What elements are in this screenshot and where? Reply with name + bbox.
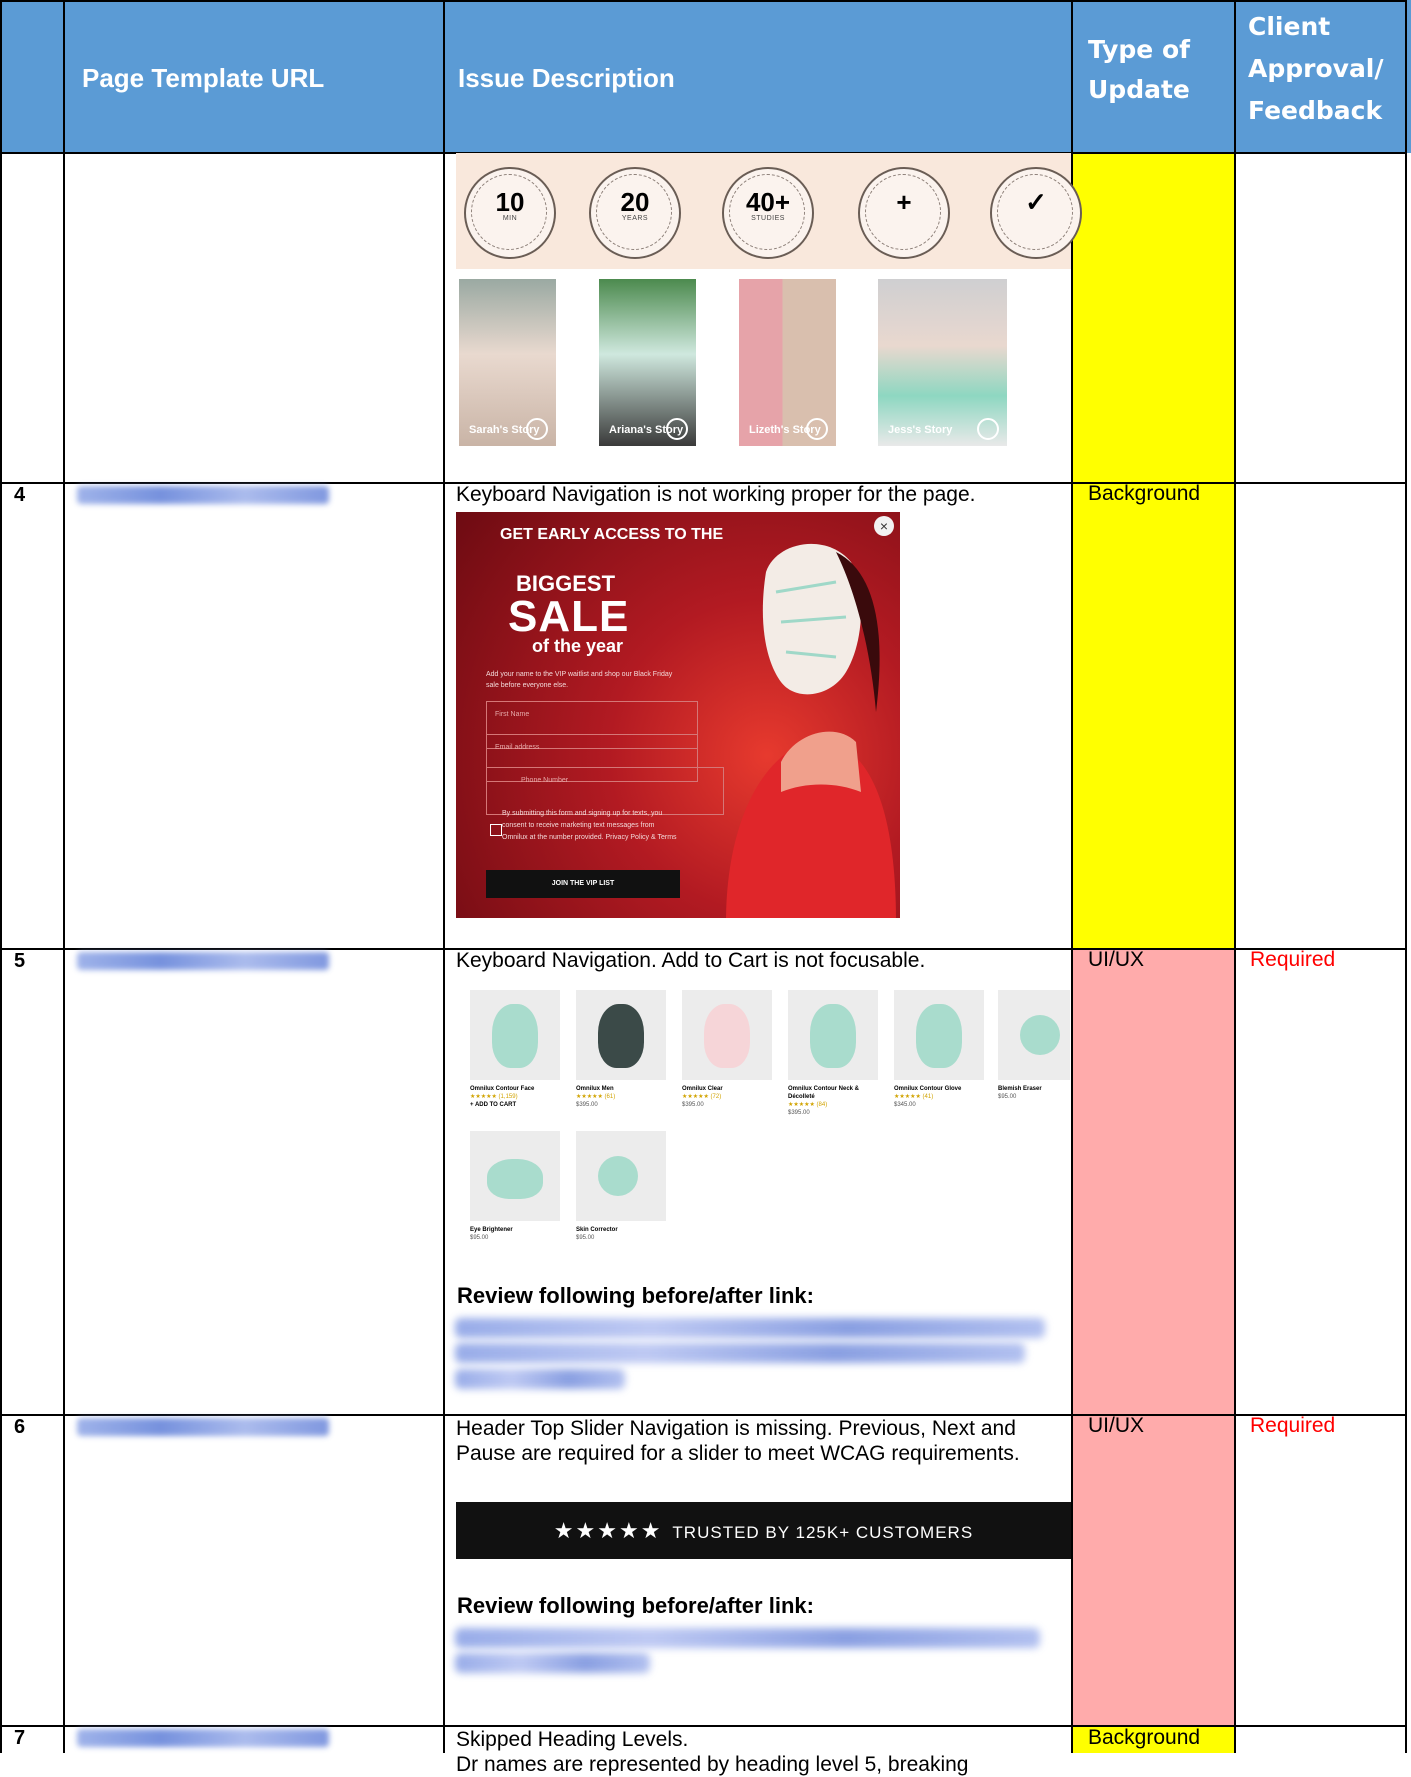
type-of-update: Background	[1088, 482, 1201, 505]
before-after-link[interactable]	[455, 1343, 1025, 1363]
header-type-of-update: Type of Update	[1088, 35, 1190, 104]
first-name-field[interactable]: First Name	[486, 701, 698, 749]
badge-40-studies: 40+ STUDIES	[722, 167, 814, 259]
type-cell-row6	[1072, 1415, 1235, 1726]
product-card[interactable]: Eye Brightener $95.00	[470, 1131, 560, 1242]
popup-year: of the year	[532, 636, 624, 656]
before-after-link[interactable]	[455, 1318, 1045, 1338]
header-page-template-url: Page Template URL	[82, 63, 325, 93]
page-url-link[interactable]	[77, 1418, 329, 1436]
product-card[interactable]: Omnilux Clear ★★★★★ (72) $395.00	[682, 990, 772, 1109]
model-with-mask-image	[686, 532, 896, 918]
type-of-update: UI/UX	[1088, 948, 1145, 971]
badge-fda-cleared: ✓	[990, 167, 1082, 259]
play-icon	[666, 418, 688, 440]
consent-text: By submitting this form and signing up for texts, you consent to receive marketing text messages from Omnilux at the number provided. Privacy Policy & Terms	[502, 810, 677, 841]
review-link-label: Review following before/after link:	[457, 1283, 814, 1308]
client-approval-status: Required	[1250, 948, 1336, 971]
vip-popup-screenshot	[456, 512, 900, 918]
row-number: 5	[14, 950, 26, 972]
email-field[interactable]: Email address	[486, 734, 698, 782]
play-icon	[806, 418, 828, 440]
popup-biggest: BIGGEST	[516, 571, 616, 596]
close-icon[interactable]: ×	[874, 516, 894, 536]
play-icon	[977, 418, 999, 440]
phone-field[interactable]: Phone Number	[486, 767, 724, 815]
play-icon	[526, 418, 548, 440]
before-after-link[interactable]	[455, 1653, 650, 1673]
client-approval-status: Required	[1250, 1414, 1336, 1437]
product-card[interactable]: Omnilux Contour Neck & Décolleté ★★★★★ (84) $395.00	[788, 990, 878, 1117]
row-number: 6	[14, 1416, 26, 1438]
trusted-by-customers-slider: ★★★★★ TRUSTED BY 125K+ CUSTOMERS	[456, 1502, 1071, 1559]
type-cell-row4	[1072, 483, 1235, 949]
type-cell-row3	[1072, 153, 1235, 483]
story-video-4[interactable]: Jess's Story	[878, 279, 1007, 446]
type-of-update: UI/UX	[1088, 1414, 1145, 1437]
badge-dermatologist-approved: +	[858, 167, 950, 259]
page-url-link[interactable]	[77, 1729, 329, 1747]
product-card[interactable]: Omnilux Contour Face ★★★★★ (1,159) + ADD TO CART	[470, 990, 560, 1109]
before-after-link[interactable]	[455, 1628, 1040, 1648]
issue-description: Skipped Heading Levels. Dr names are represented by heading level 5, breaking	[456, 1728, 969, 1776]
popup-blurb: Add your name to the VIP waitlist and shop our Black Friday sale before everyone else.	[486, 671, 673, 689]
product-card[interactable]: Blemish Eraser $95.00	[998, 990, 1070, 1101]
join-vip-button[interactable]: JOIN THE VIP LIST	[486, 870, 680, 898]
product-card[interactable]: Skin Corrector $95.00	[576, 1131, 666, 1242]
badge-10-minute: 10 MIN	[464, 167, 556, 259]
consent-checkbox[interactable]	[490, 824, 502, 836]
story-video-2[interactable]: Ariana's Story	[599, 279, 696, 446]
issue-description: Keyboard Navigation. Add to Cart is not focusable.	[456, 949, 926, 972]
before-after-link[interactable]	[455, 1369, 625, 1389]
popup-arc-text: GET EARLY ACCESS TO THE	[500, 526, 724, 543]
header-client-approval: Client Approval/ Feedback	[1248, 12, 1384, 125]
type-of-update: Background	[1088, 1726, 1201, 1749]
row-number: 7	[14, 1727, 26, 1749]
popup-sale: SALE	[508, 592, 630, 641]
header-issue-description: Issue Description	[458, 63, 675, 93]
trust-badges-banner	[456, 153, 1071, 269]
issue-description: Header Top Slider Navigation is missing. Previous, Next and Pause are required for a slider to meet WCAG requirements.	[456, 1417, 1020, 1465]
review-link-label: Review following before/after link:	[457, 1593, 814, 1618]
product-card[interactable]: Omnilux Men ★★★★★ (61) $395.00	[576, 990, 666, 1109]
star-rating-icon: ★★★★★	[553, 1518, 663, 1543]
page-url-link[interactable]	[77, 952, 329, 970]
product-card[interactable]: Omnilux Contour Glove ★★★★★ (41) $345.00	[894, 990, 984, 1109]
row-number: 4	[14, 484, 26, 506]
story-video-1[interactable]: Sarah's Story	[459, 279, 556, 446]
type-cell-row5	[1072, 949, 1235, 1415]
badge-20-years: 20 YEARS	[589, 167, 681, 259]
add-to-cart-button[interactable]: + ADD TO CART	[470, 1102, 517, 1108]
page-url-link[interactable]	[77, 486, 329, 504]
story-video-3[interactable]: Lizeth's Story	[739, 279, 836, 446]
issue-description: Keyboard Navigation is not working proper for the page.	[456, 483, 976, 506]
